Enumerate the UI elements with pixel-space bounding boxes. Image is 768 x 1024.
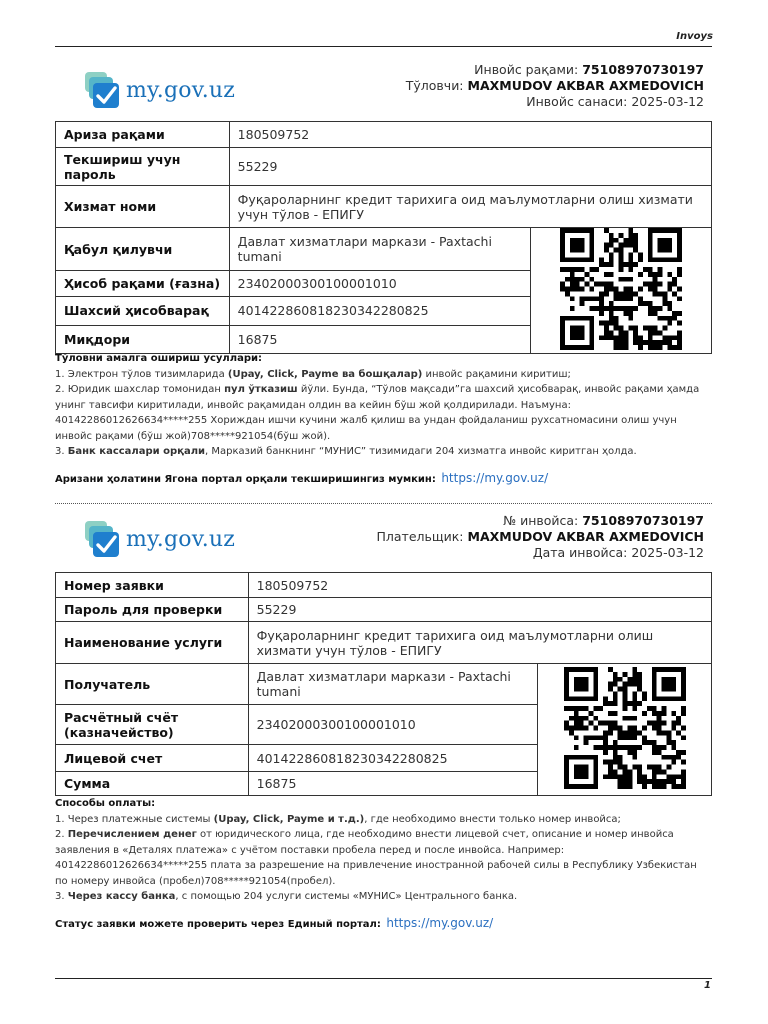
- row-label: Ариза рақами: [56, 122, 230, 148]
- row-label: Текшириш учун пароль: [56, 148, 230, 186]
- payer-label: Тўловчи:: [405, 78, 468, 93]
- page-number: 1: [704, 980, 711, 991]
- invoice-number-label: № инвойса:: [503, 513, 583, 528]
- instruction-emphasis: пул ўтказиш: [224, 384, 298, 395]
- table-row: [56, 228, 712, 271]
- instruction-text: инвойс рақамини киритиш;: [422, 368, 571, 380]
- table-row: [56, 148, 712, 186]
- instruction-text: 2. Юридик шахслар томонидан: [55, 384, 225, 395]
- row-value: 401422860818230342280825: [248, 745, 538, 772]
- page-header-label: Invoys: [676, 31, 713, 42]
- instruction-emphasis: Перечислением денег: [67, 829, 197, 840]
- instruction-item: [55, 812, 712, 828]
- row-value: 23402000300100001010: [248, 705, 538, 745]
- instruction-item: [55, 827, 712, 889]
- invoice-meta: [376, 513, 704, 561]
- checkmark-stack-icon: [83, 519, 123, 559]
- instruction-emphasis: (Upay, Click, Payme ва бошқалар): [227, 368, 423, 380]
- instruction-item: [55, 889, 712, 905]
- row-label: Сумма: [56, 772, 249, 796]
- row-label: Расчётный счёт (казначейство): [56, 705, 249, 745]
- invoice-details-table: [55, 572, 712, 796]
- logo-text: my.gov.uz: [126, 77, 236, 103]
- header-divider: [55, 46, 712, 47]
- qr-code-cell: [531, 228, 712, 354]
- payer-name: MAXMUDOV AKBAR AXMEDOVICH: [467, 529, 704, 544]
- row-value: 55229: [229, 148, 711, 186]
- row-label: Шахсий ҳисобварақ: [56, 297, 230, 325]
- table-row: [56, 664, 712, 705]
- row-value: 180509752: [229, 122, 711, 148]
- row-value: 401422860818230342280825: [229, 297, 531, 325]
- instruction-text: 1. Через платежные системы: [55, 813, 214, 825]
- footer-divider: [55, 978, 712, 979]
- logo-text: my.gov.uz: [126, 526, 236, 552]
- invoice-date-label: Инвойс санаси:: [526, 94, 632, 109]
- row-value: 55229: [248, 598, 711, 622]
- qr-code: [560, 228, 682, 350]
- instruction-text: , с помощью 204 услуги системы «МУНИС» Центрального банка.: [175, 891, 518, 902]
- status-check-line: Статус заявки можете проверить через Единый портал: https://my.gov.uz/: [55, 916, 494, 930]
- table-row: [56, 122, 712, 148]
- row-label: Лицевой счет: [56, 745, 249, 772]
- row-value: 180509752: [248, 573, 711, 598]
- row-label: Хизмат номи: [56, 186, 230, 228]
- instruction-text: 1. Электрон тўлов тизимларида: [55, 368, 228, 380]
- brand-logo: [83, 519, 235, 559]
- instruction-text: , Марказий банкнинг “МУНИС” тизимидаги 204 хизматга инвойс киритган ҳолда.: [205, 446, 637, 457]
- qr-code-cell: [538, 664, 712, 796]
- status-check-line: Аризани ҳолатини Ягона портал орқали текширишингиз мумкин: https://my.gov.uz/: [55, 471, 549, 485]
- invoice-date-label: Дата инвойса:: [532, 545, 632, 560]
- invoice-date: 2025-03-12: [631, 545, 704, 560]
- instruction-text: 3.: [55, 891, 68, 902]
- checkmark-stack-icon: [83, 70, 123, 110]
- row-value: 16875: [229, 325, 531, 353]
- row-value: Давлат хизматлари маркази - Paxtachi tumani: [248, 664, 538, 705]
- table-row: [56, 622, 712, 664]
- invoice-details-table: [55, 121, 712, 354]
- table-row: [56, 573, 712, 598]
- instruction-item: [55, 367, 712, 383]
- instruction-text: йўли. Бунда, “Тўлов мақсади”га шахсий ҳисобварақ, инвойс рақами ҳамда унинг тавсифи киритилади, инвойс рақамидан олдин ва кейин бўш жой қолдирилади. Наъмуна: 40142286012626634*****255 Хориждан ишчи кучини жалб қилиш ва ундан фойдаланиш рухсатномасини олиш учун инвойс рақами (бўш жой)708*****921054(бўш жой).: [55, 384, 700, 442]
- status-text: Аризани ҳолатини Ягона портал орқали текширишингиз мумкин: [55, 474, 432, 485]
- instruction-emphasis: Банк кассалари орқали: [67, 446, 206, 457]
- instruction-item: [55, 382, 712, 444]
- brand-logo: [83, 70, 235, 110]
- invoice-number: 75108970730197: [582, 62, 704, 77]
- invoice-number-label: Инвойс рақами:: [474, 62, 583, 77]
- row-value: 16875: [248, 772, 538, 796]
- instruction-emphasis: (Upay, Click, Payme и т.д.): [213, 813, 365, 825]
- row-label: Пароль для проверки: [56, 598, 249, 622]
- instruction-text: 2.: [55, 829, 68, 840]
- section-divider: [55, 503, 712, 504]
- row-label: Наименование услуги: [56, 622, 249, 664]
- status-text: Статус заявки можете проверить через Единый портал: [55, 919, 377, 930]
- invoice-date: 2025-03-12: [631, 94, 704, 109]
- invoice-number: 75108970730197: [582, 513, 704, 528]
- instruction-text: от юридического лица, где необходимо внести лицевой счет, описание и номер инвойса заявления в «Деталях платежа» с учётом поставки пробела перед и после инвойса. Например: 40142286012626634*****255 плата за разрешение на привлечение иностранной рабочей силы в Республику Узбекистан по номеру инвойса (пробел)708*****921054(пробел).: [55, 829, 697, 887]
- row-label: Миқдори: [56, 325, 230, 353]
- table-row: [56, 598, 712, 622]
- invoice-section-ru: [55, 513, 712, 943]
- row-value: Фуқароларнинг кредит тарихига оид маълумотларни олиш хизмати учун тўлов - ЕПИГУ: [229, 186, 711, 228]
- qr-code: [564, 667, 686, 789]
- payment-instructions: [55, 796, 712, 905]
- invoice-section-uz: [55, 62, 712, 502]
- payer-label: Плательщик:: [376, 529, 468, 544]
- row-label: Ҳисоб рақами (ғазна): [56, 271, 230, 297]
- payer-name: MAXMUDOV AKBAR AXMEDOVICH: [467, 78, 704, 93]
- portal-link[interactable]: https://my.gov.uz/: [441, 471, 549, 485]
- instruction-text: , где необходимо внести только номер инвойса;: [364, 813, 621, 825]
- instruction-text: 3.: [55, 446, 68, 457]
- row-value: Давлат хизматлари маркази - Paxtachi tumani: [229, 228, 531, 271]
- row-value: 23402000300100001010: [229, 271, 531, 297]
- row-value: Фуқароларнинг кредит тарихига оид маълумотларни олиш хизмати учун тўлов - ЕПИГУ: [248, 622, 711, 664]
- row-label: Қабул қилувчи: [56, 228, 230, 271]
- portal-link[interactable]: https://my.gov.uz/: [386, 916, 494, 930]
- instructions-title: Способы оплаты:: [55, 798, 156, 809]
- table-row: [56, 186, 712, 228]
- invoice-meta: [406, 62, 704, 110]
- payment-instructions: [55, 351, 712, 460]
- instruction-item: [55, 444, 712, 460]
- row-label: Получатель: [56, 664, 249, 705]
- instruction-emphasis: Через кассу банка: [67, 891, 176, 902]
- instructions-title: Тўловни амалга ошириш усуллари:: [55, 353, 262, 364]
- row-label: Номер заявки: [56, 573, 249, 598]
